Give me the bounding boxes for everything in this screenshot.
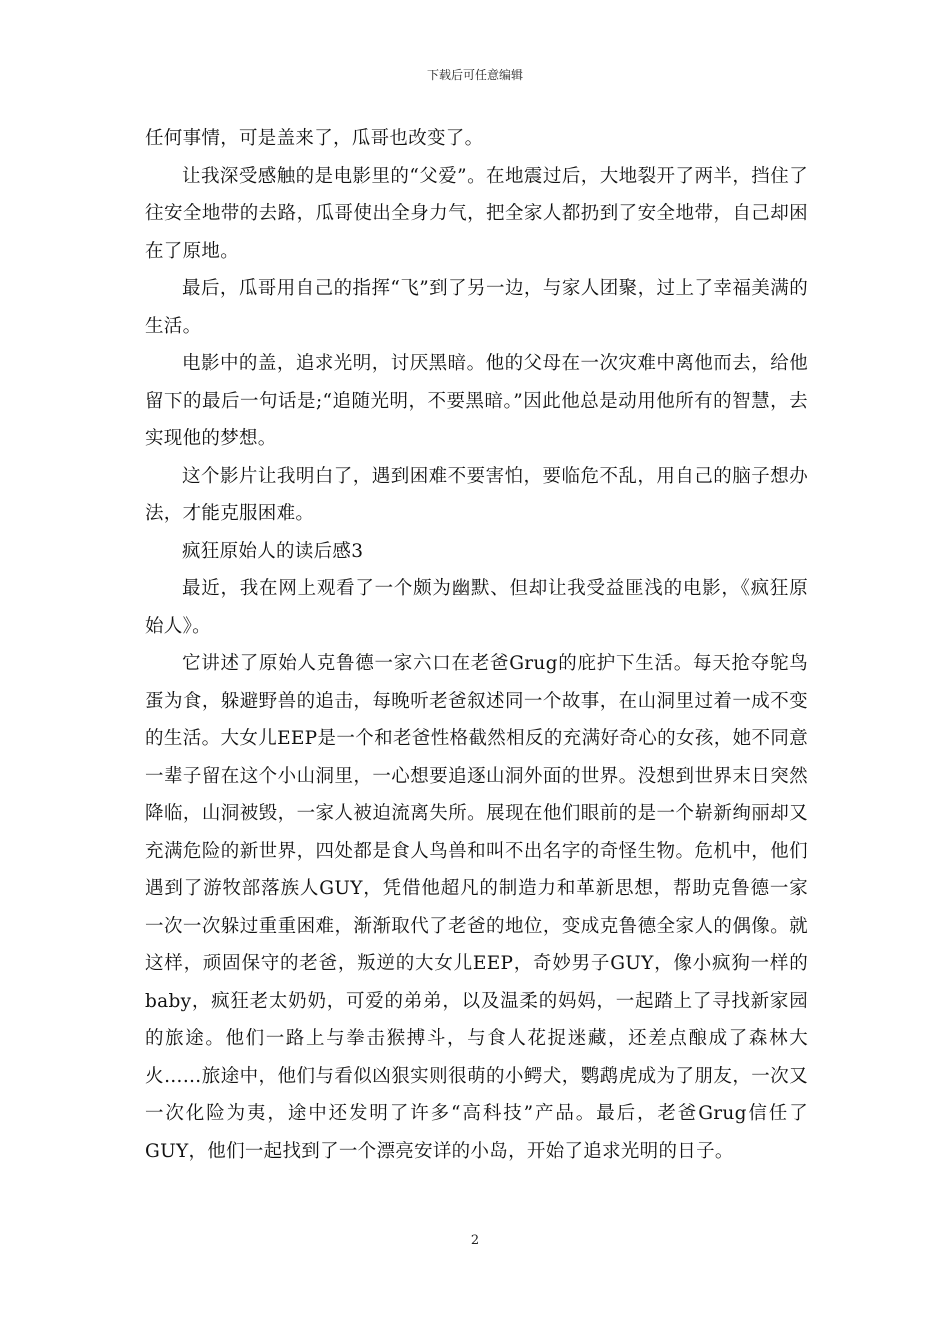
paragraph-guy-light: 电影中的盖，追求光明，讨厌黑暗。他的父母在一次灾难中离他而去，给他留下的最后一句话是;“追随光明，不要黑暗。”因此他总是动用他所有的智慧，去实现他的梦想。: [145, 353, 808, 449]
section-heading: 疯狂原始人的读后感3: [182, 540, 364, 562]
paragraph-story: 它讲述了原始人克鲁德一家六口在老爸Grug的庇护下生活。每天抢夺鸵鸟蛋为食，躲避野兽的追击，每晚听老爸叙述同一个故事，在山洞里过着一成不变的生活。大女儿EEP是一个和老爸性格截然相反的充满好奇心的女孩，她不同意一辈子留在这个小山洞里，一心想要追逐山洞外面的世界。没想到世界末日突然降临，山洞被毁，一家人被迫流离失所。展现在他们眼前的是一个崭新绚丽却又充满危险的新世界，四处都是食人鸟兽和叫不出名字的奇怪生物。危机中，他们遇到了游牧部落族人GUY，凭借他超凡的制造力和革新思想，帮助克鲁德一家一次一次躲过重重困难，渐渐取代了老爸的地位，变成克鲁德全家人的偶像。就这样，顽固保守的老爸，叛逆的大女儿EEP，奇妙男子GUY，像小疯狗一样的baby，疯狂老太奶奶，可爱的弟弟，以及温柔的妈妈，一起踏上了寻找新家园的旅途。他们一路上与拳击猴搏斗，与食人花捉迷藏，还差点酿成了森林大火……旅途中，他们与看似凶狠实则很萌的小鳄犬，鹦鹉虎成为了朋友，一次又一次化险为夷，途中还发明了许多“高科技”产品。最后，老爸Grug信任了GUY，他们一起找到了一个漂亮安详的小岛，开始了追求光明的日子。: [145, 653, 808, 1162]
paragraph-fatherly-love: 让我深受感触的是电影里的“父爱”。在地震过后，大地裂开了两半，挡住了往安全地带的去路，瓜哥使出全身力气，把全家人都扔到了安全地带，自己却困在了原地。: [145, 165, 808, 262]
paragraph-ending: 最后，瓜哥用自己的指挥“飞”到了另一边，与家人团聚，过上了幸福美满的生活。: [145, 278, 808, 337]
paragraph-continuation: 任何事情，可是盖来了，瓜哥也改变了。: [145, 128, 484, 149]
page-header: 下载后可任意编辑: [426, 68, 523, 82]
paragraph-lesson: 这个影片让我明白了，遇到困难不要害怕，要临危不乱，用自己的脑子想办法，才能克服困难。: [145, 465, 808, 524]
document-body: [145, 120, 808, 1170]
page-number: 2: [470, 1233, 480, 1248]
paragraph-intro: 最近，我在网上观看了一个颇为幽默、但却让我受益匪浅的电影，《疯狂原始人》。: [145, 578, 808, 637]
